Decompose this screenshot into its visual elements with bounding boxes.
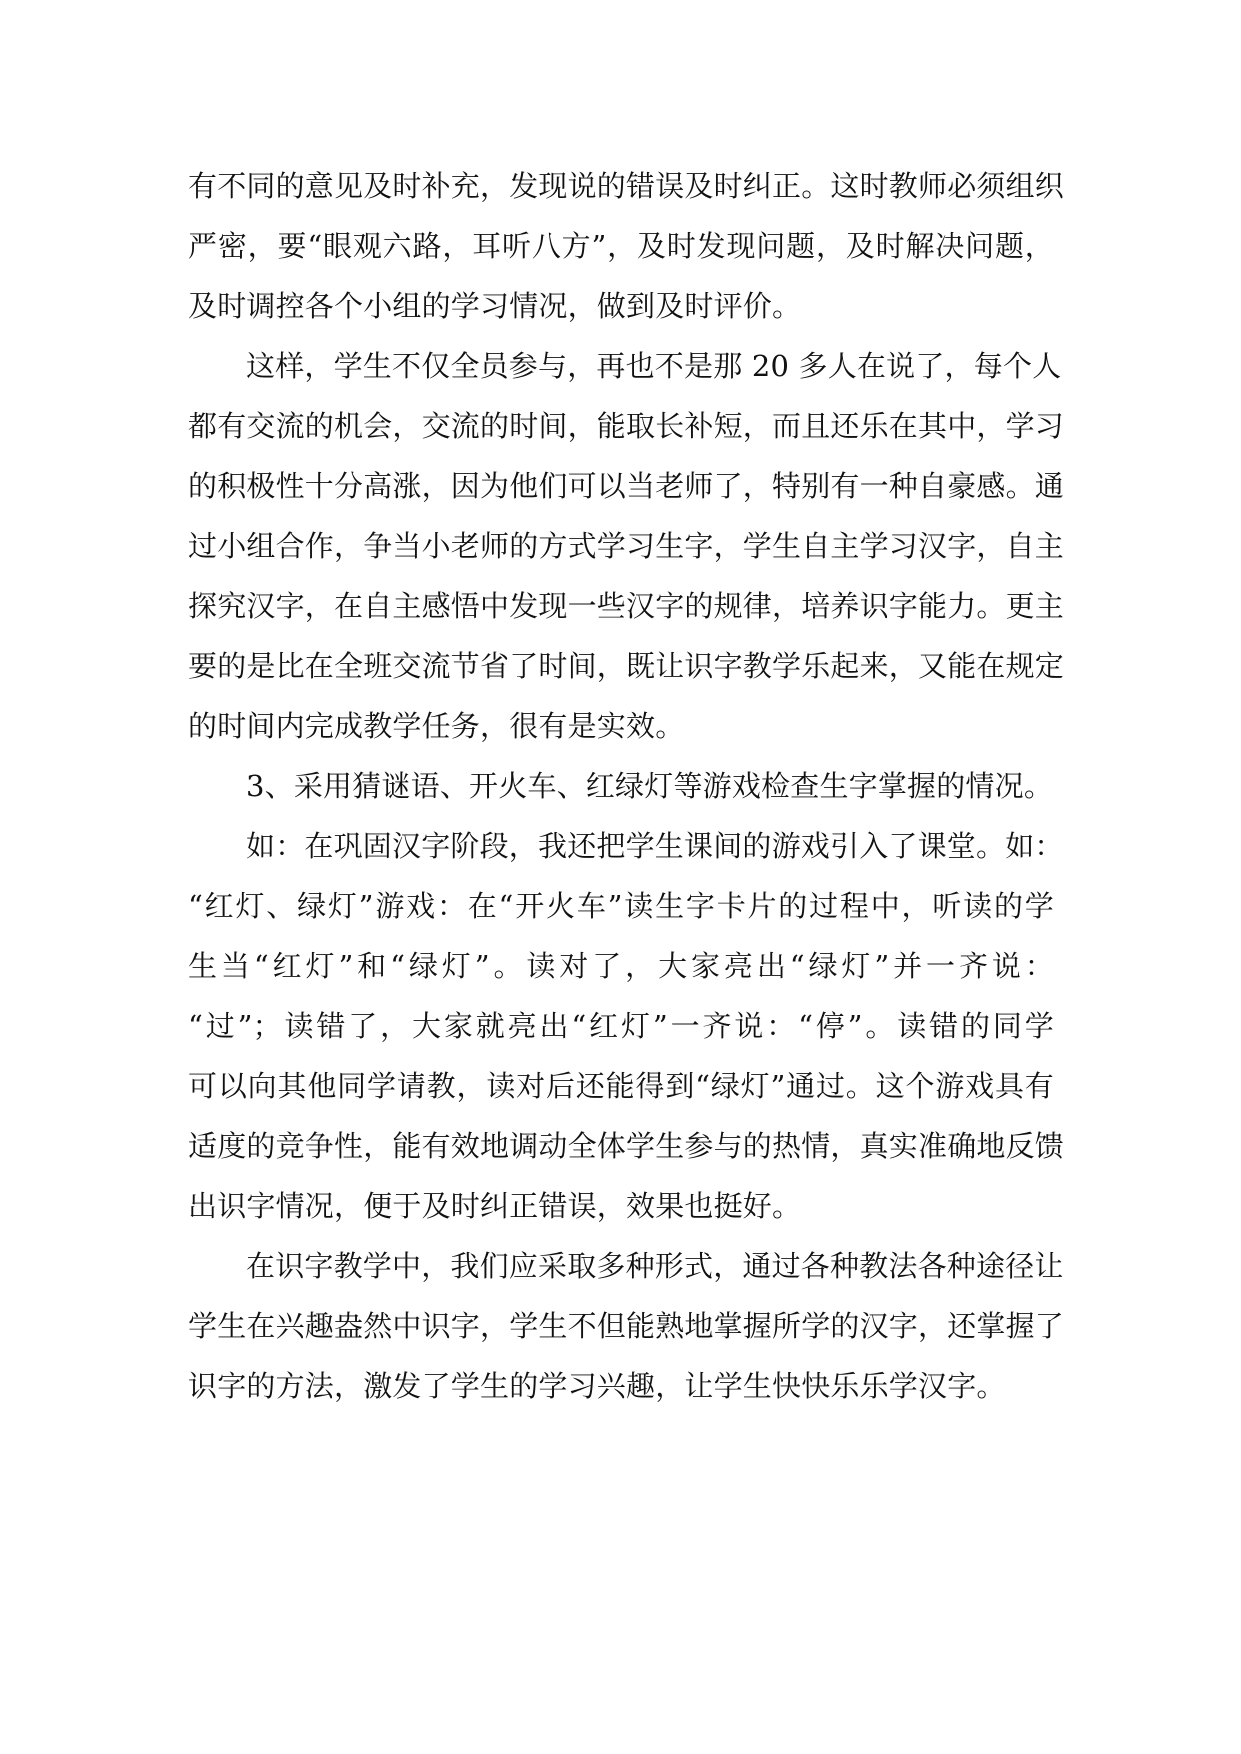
text-line: 生当“红灯”和“绿灯”。读对了，大家亮出“绿灯”并一齐说： bbox=[188, 949, 1054, 983]
text-line: 在识字教学中，我们应采取多种形式，通过各种教法各种途径让 bbox=[246, 1249, 1064, 1283]
paragraph-game-example bbox=[188, 816, 1065, 1236]
text-line: “过”；读错了，大家就亮出“红灯”一齐说：“停”。读错的同学 bbox=[188, 1009, 1054, 1043]
text-line: 这样，学生不仅全员参与，再也不是那 20 多人在说了，每个人 bbox=[246, 349, 1062, 383]
text-line: 学生在兴趣盎然中识字，学生不但能熟地掌握所学的汉字，还掌握了 bbox=[188, 1309, 1065, 1343]
text-line: “红灯、绿灯”游戏：在“开火车”读生字卡片的过程中，听读的学 bbox=[188, 889, 1054, 923]
paragraph-participation bbox=[188, 336, 1065, 756]
text-line: 过小组合作，争当小老师的方式学习生字，学生自主学习汉字，自主 bbox=[188, 529, 1065, 563]
text-line: 如：在巩固汉字阶段，我还把学生课间的游戏引入了课堂。如： bbox=[246, 829, 1064, 863]
text-line: 严密，要“眼观六路，耳听八方”，及时发现问题，及时解决问题， bbox=[188, 229, 1054, 263]
text-line: 的时间内完成教学任务，很有是实效。 bbox=[188, 709, 685, 743]
text-line: 要的是比在全班交流节省了时间，既让识字教学乐起来，又能在规定 bbox=[188, 649, 1065, 683]
text-line: 识字的方法，激发了学生的学习兴趣，让学生快快乐乐学汉字。 bbox=[188, 1369, 1006, 1403]
paragraph-conclusion bbox=[188, 1236, 1065, 1416]
paragraph-continuation bbox=[188, 156, 1065, 336]
text-line: 有不同的意见及时补充，发现说的错误及时纠正。这时教师必须组织 bbox=[188, 169, 1065, 203]
text-line: 的积极性十分高涨，因为他们可以当老师了，特别有一种自豪感。通 bbox=[188, 469, 1065, 503]
text-line: 及时调控各个小组的学习情况，做到及时评价。 bbox=[188, 289, 802, 323]
text-line: 都有交流的机会，交流的时间，能取长补短，而且还乐在其中，学习 bbox=[188, 409, 1065, 443]
text-line: 探究汉字，在自主感悟中发现一些汉字的规律，培养识字能力。更主 bbox=[188, 589, 1065, 623]
paragraph-method-3 bbox=[188, 756, 1054, 816]
text-line: 适度的竞争性，能有效地调动全体学生参与的热情，真实准确地反馈 bbox=[188, 1129, 1065, 1163]
text-line: 3、采用猜谜语、开火车、红绿灯等游戏检查生字掌握的情况。 bbox=[246, 769, 1054, 803]
document-body bbox=[188, 156, 1065, 1416]
text-line: 可以向其他同学请教，读对后还能得到“绿灯”通过。这个游戏具有 bbox=[188, 1069, 1054, 1103]
text-line: 出识字情况，便于及时纠正错误，效果也挺好。 bbox=[188, 1189, 802, 1223]
